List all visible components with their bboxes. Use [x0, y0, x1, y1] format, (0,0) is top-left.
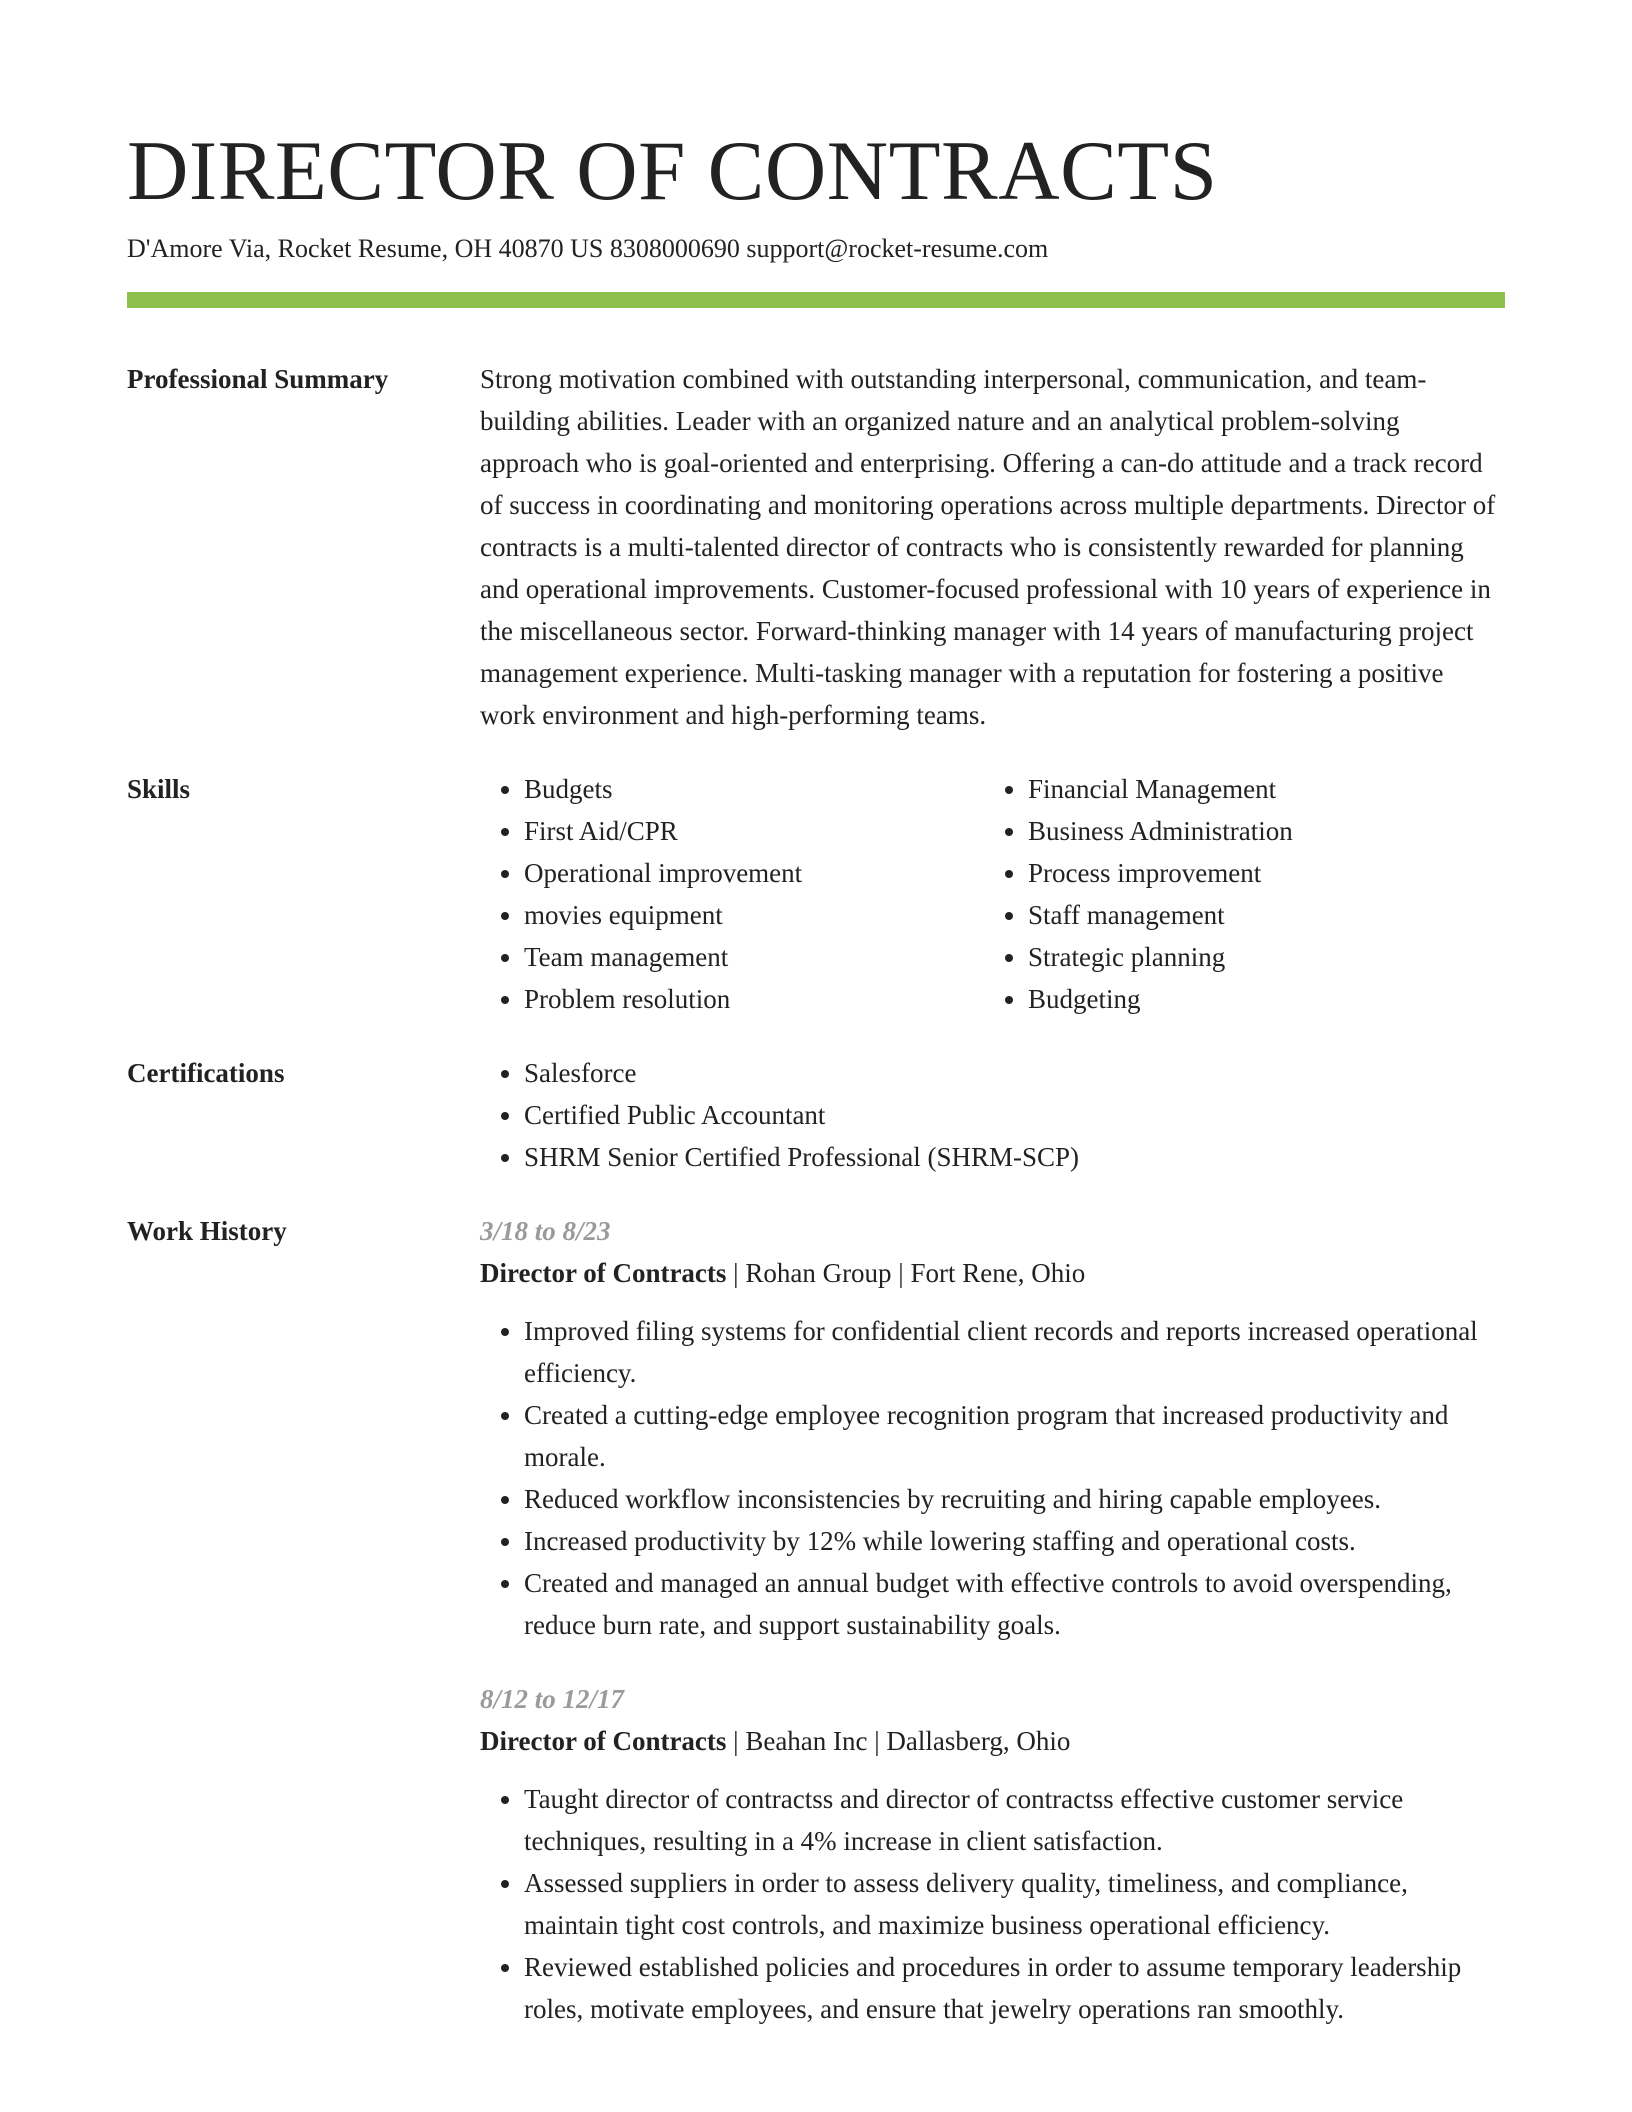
job-title: Director of Contracts — [480, 1726, 727, 1756]
job-entry — [480, 1210, 1505, 1646]
work-history-body — [480, 1210, 1505, 2030]
job-bullet: • Created a cutting-edge employee recognition program that increased productivity and morale. — [524, 1394, 1505, 1478]
job-bullet: • Reviewed established policies and procedures in order to assume temporary leadership roles, motivate employees, and ensure that jewelry operations ran smoothly. — [524, 1946, 1505, 2030]
section-title-summary: Professional Summary — [127, 364, 389, 394]
skill-item: • Strategic planning — [1028, 936, 1488, 978]
skill-item: • Process improvement — [1028, 852, 1488, 894]
skill-item: • Staff management — [1028, 894, 1488, 936]
job-bullet: • Improved filing systems for confidential client records and reports increased operational efficiency. — [524, 1310, 1505, 1394]
skill-item: • Budgets — [524, 768, 984, 810]
work-history-section — [127, 1210, 1505, 2030]
resume-name: DIRECTOR OF CONTRACTS — [127, 124, 1218, 218]
professional-summary-section — [127, 358, 1505, 736]
skills-list-left — [480, 768, 984, 1020]
job-details: | Beahan Inc | Dallasberg, Ohio — [726, 1726, 1071, 1756]
skill-item: • Operational improvement — [524, 852, 984, 894]
skill-item: • Team management — [524, 936, 984, 978]
summary-text: Strong motivation combined with outstanding interpersonal, communication, and team-building abilities. Leader with an organized nature and an analytical problem-solving approach who is goal-oriented and enterprising. Offering a can-do attitude and a track record of success in coordinating and monitoring operations across multiple departments. Director of contracts is a multi-talented director of contracts who is consistently rewarded for planning and operational improvements. Customer-focused professional with 10 years of experience in the miscellaneous sector. Forward-thinking manager with 14 years of manufacturing project management experience. Multi-tasking manager with a reputation for fostering a positive work environment and high-performing teams. — [480, 364, 1496, 730]
skills-column-right — [984, 768, 1488, 1020]
skill-item: • Problem resolution — [524, 978, 984, 1020]
job-title-line — [480, 1720, 1505, 1762]
section-title-skills: Skills — [127, 774, 191, 804]
contact-info: D'Amore Via, Rocket Resume, OH 40870 US 8308000690 support@rocket-resume.com — [127, 234, 1049, 263]
job-dates: 8/12 to 12/17 — [480, 1684, 625, 1714]
job-details: | Rohan Group | Fort Rene, Ohio — [726, 1258, 1086, 1288]
skill-item: • movies equipment — [524, 894, 984, 936]
skill-item: • Business Administration — [1028, 810, 1488, 852]
skills-list-right — [984, 768, 1488, 1020]
skills-grid — [480, 768, 1505, 1020]
job-title: Director of Contracts — [480, 1258, 727, 1288]
job-bullet: • Taught director of contractss and director of contractss effective customer service techniques, resulting in a 4% increase in client satisfaction. — [524, 1778, 1505, 1862]
skills-section — [127, 768, 1505, 1020]
job-title-line — [480, 1252, 1505, 1294]
job-dates: 3/18 to 8/23 — [480, 1216, 611, 1246]
certification-item: • Certified Public Accountant — [524, 1094, 1505, 1136]
job-bullets — [480, 1310, 1505, 1646]
resume-page — [127, 0, 1505, 2030]
skill-item: • First Aid/CPR — [524, 810, 984, 852]
header-divider — [127, 292, 1505, 308]
section-title-work-history: Work History — [127, 1216, 287, 1246]
job-bullet: • Reduced workflow inconsistencies by recruiting and hiring capable employees. — [524, 1478, 1505, 1520]
summary-body — [480, 358, 1505, 736]
certification-item: • Salesforce — [524, 1052, 1505, 1094]
job-bullet: • Created and managed an annual budget with effective controls to avoid overspending, reduce burn rate, and support sustainability goals. — [524, 1562, 1505, 1646]
job-entry — [480, 1678, 1505, 2030]
job-bullet: • Increased productivity by 12% while lowering staffing and operational costs. — [524, 1520, 1505, 1562]
certification-item: • SHRM Senior Certified Professional (SHRM-SCP) — [524, 1136, 1505, 1178]
skill-item: • Budgeting — [1028, 978, 1488, 1020]
certifications-section — [127, 1052, 1505, 1178]
job-bullets — [480, 1778, 1505, 2030]
certifications-body — [480, 1052, 1505, 1178]
skill-item: • Financial Management — [1028, 768, 1488, 810]
skills-column-left — [480, 768, 984, 1020]
job-bullet: • Assessed suppliers in order to assess delivery quality, timeliness, and compliance, maintain tight cost controls, and maximize business operational efficiency. — [524, 1862, 1505, 1946]
section-title-certifications: Certifications — [127, 1058, 285, 1088]
certifications-list — [480, 1052, 1505, 1178]
